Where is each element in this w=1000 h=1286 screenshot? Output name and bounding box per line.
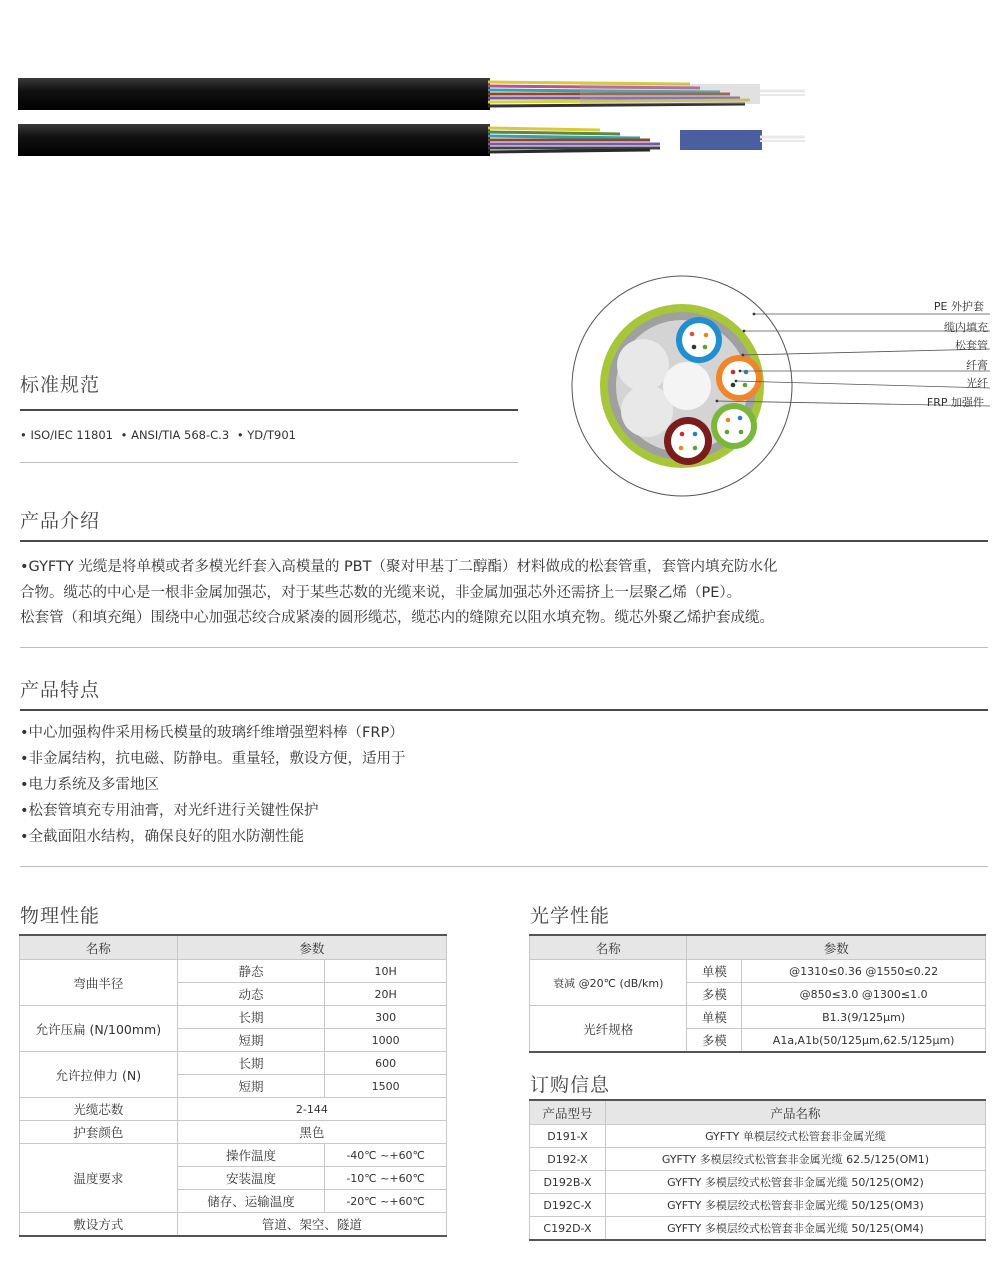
atten-sm-value: @1310≤0.36 @1550≤0.22 bbox=[742, 960, 986, 983]
optical-header-name: 名称 bbox=[530, 935, 687, 960]
order-product-name: GYFTY 多模层绞式松管套非金属光缆 62.5/125(OM1) bbox=[605, 1148, 985, 1171]
spec-mm-label: 多模 bbox=[687, 1029, 742, 1053]
table-row bbox=[530, 1194, 986, 1217]
order-product-name: GYFTY 多模层绞式松管套非金属光缆 50/125(OM2) bbox=[605, 1171, 985, 1194]
bend-static-value: 10H bbox=[325, 960, 447, 983]
sheath-color-label: 护套颜色 bbox=[20, 1121, 178, 1144]
crush-short-value: 1000 bbox=[325, 1029, 447, 1052]
intro-line: •GYFTY 光缆是将单模或者多模光纤套入高模量的 PBT（聚对甲基丁二醇酯）材料做成的松套管重，套管内填充防水化 bbox=[20, 559, 778, 575]
installation-label: 敷设方式 bbox=[20, 1213, 178, 1237]
order-header-name: 产品名称 bbox=[605, 1100, 985, 1125]
table-row bbox=[530, 1217, 986, 1241]
order-product-name: GYFTY 单模层绞式松管套非金属光缆 bbox=[605, 1125, 985, 1148]
temp-operation-label: 操作温度 bbox=[177, 1144, 325, 1167]
features-bottom-line bbox=[20, 866, 988, 867]
optical-title: 光学性能 bbox=[530, 905, 611, 927]
physical-table bbox=[19, 934, 447, 1237]
temp-operation-value: -40℃ ~+60℃ bbox=[325, 1144, 447, 1167]
feature-item: •电力系统及多雷地区 bbox=[20, 777, 160, 793]
fiber-spec-label: 光纤规格 bbox=[530, 1006, 687, 1053]
order-model: D192C-X bbox=[530, 1194, 606, 1217]
standard-item: • ISO/IEC 11801 bbox=[20, 428, 113, 442]
loose-tube-red bbox=[664, 417, 712, 465]
spec-sm-value: B1.3(9/125μm) bbox=[742, 1006, 986, 1029]
legend-cable-filling: 缆内填充 bbox=[944, 321, 988, 334]
spec-mm-value: A1a,A1b(50/125μm,62.5/125μm) bbox=[742, 1029, 986, 1053]
bend-dynamic-value: 20H bbox=[325, 983, 447, 1006]
temp-storage-label: 储存、运输温度 bbox=[177, 1190, 325, 1213]
table-row bbox=[530, 1148, 986, 1171]
order-product-name: GYFTY 多模层绞式松管套非金属光缆 50/125(OM3) bbox=[605, 1194, 985, 1217]
atten-sm-label: 单模 bbox=[687, 960, 742, 983]
standards-bottom-line bbox=[20, 462, 518, 463]
feature-item: •非金属结构，抗电磁、防静电。重量轻，敷设方便，适用于 bbox=[20, 751, 406, 767]
tensile-short-value: 1500 bbox=[325, 1075, 447, 1098]
physical-title: 物理性能 bbox=[20, 905, 101, 927]
legend-fiber-gel: 纤膏 bbox=[966, 359, 988, 372]
atten-mm-value: @850≤3.0 @1300≤1.0 bbox=[742, 983, 986, 1006]
features-divider bbox=[20, 709, 988, 711]
crush-long-value: 300 bbox=[325, 1006, 447, 1029]
table-row bbox=[530, 1125, 986, 1148]
intro-text bbox=[20, 555, 988, 632]
order-model: D192-X bbox=[530, 1148, 606, 1171]
standard-item: • YD/T901 bbox=[236, 428, 296, 442]
legend-fiber: 光纤 bbox=[966, 377, 988, 390]
temp-storage-value: -20℃ ~+60℃ bbox=[325, 1190, 447, 1213]
crush-short-label: 短期 bbox=[177, 1029, 325, 1052]
tensile-long-value: 600 bbox=[325, 1052, 447, 1075]
intro-line: 松套管（和填充绳）围绕中心加强芯绞合成紧凑的圆形缆芯，缆芯内的缝隙充以阻水填充物。缆芯外聚乙烯护套成缆。 bbox=[20, 610, 774, 626]
features-title: 产品特点 bbox=[20, 679, 101, 701]
standards-title: 标准规范 bbox=[20, 374, 101, 396]
temperature-label: 温度要求 bbox=[20, 1144, 178, 1213]
cores-value: 2-144 bbox=[177, 1098, 446, 1121]
optical-table bbox=[529, 934, 986, 1053]
order-model: D192B-X bbox=[530, 1171, 606, 1194]
filler-rod-1 bbox=[617, 339, 669, 391]
legend-loose-tube: 松套管 bbox=[955, 339, 988, 352]
cable-side-view-illustration bbox=[0, 60, 830, 170]
bend-static-label: 静态 bbox=[177, 960, 325, 983]
features-list bbox=[20, 720, 988, 850]
order-model: D191-X bbox=[530, 1125, 606, 1148]
feature-item: •全截面阻水结构，确保良好的阻水防潮性能 bbox=[20, 829, 305, 845]
intro-divider bbox=[20, 540, 988, 542]
order-header-model: 产品型号 bbox=[530, 1100, 606, 1125]
crush-long-label: 长期 bbox=[177, 1006, 325, 1029]
standards-list bbox=[20, 428, 296, 442]
legend-frp: FRP 加强件 bbox=[926, 396, 984, 409]
optical-header-param: 参数 bbox=[687, 935, 986, 960]
cable-1 bbox=[18, 78, 805, 110]
tensile-short-label: 短期 bbox=[177, 1075, 325, 1098]
order-model: C192D-X bbox=[530, 1217, 606, 1241]
bend-dynamic-label: 动态 bbox=[177, 983, 325, 1006]
intro-line: 合物。缆芯的中心是一根非金属加强芯，对于某些芯数的光缆来说，非金属加强芯外还需挤上一层聚乙烯（PE）。 bbox=[20, 584, 742, 601]
intro-title: 产品介绍 bbox=[20, 510, 101, 532]
attenuation-label: 衰减 @20℃ (dB/km) bbox=[530, 960, 687, 1006]
cable-2 bbox=[18, 124, 805, 156]
tensile-label: 允许拉伸力 (N) bbox=[20, 1052, 178, 1098]
order-table bbox=[529, 1099, 986, 1241]
bend-radius-label: 弯曲半径 bbox=[20, 960, 178, 1006]
order-product-name: GYFTY 多模层绞式松管套非金属光缆 50/125(OM4) bbox=[605, 1217, 985, 1241]
physical-header-name: 名称 bbox=[20, 935, 178, 960]
sheath-color-value: 黑色 bbox=[177, 1121, 446, 1144]
order-title: 订购信息 bbox=[530, 1074, 611, 1096]
feature-item: •松套管填充专用油膏，对光纤进行关键性保护 bbox=[20, 803, 319, 819]
physical-header-param: 参数 bbox=[177, 935, 446, 960]
spec-sm-label: 单模 bbox=[687, 1006, 742, 1029]
legend-pe-sheath: PE 外护套 bbox=[933, 300, 984, 313]
feature-item: •中心加强构件采用杨氏模量的玻璃纤维增强塑料棒（FRP） bbox=[20, 725, 404, 741]
temp-install-label: 安装温度 bbox=[177, 1167, 325, 1190]
crush-label: 允许压扁 (N/100mm) bbox=[20, 1006, 178, 1052]
temp-install-value: -10℃ ~+60℃ bbox=[325, 1167, 447, 1190]
table-row bbox=[530, 1171, 986, 1194]
intro-bottom-line bbox=[20, 647, 988, 648]
installation-value: 管道、架空、隧道 bbox=[177, 1213, 446, 1237]
atten-mm-label: 多模 bbox=[687, 983, 742, 1006]
standards-divider bbox=[20, 409, 518, 411]
cores-label: 光缆芯数 bbox=[20, 1098, 178, 1121]
standard-item: • ANSI/TIA 568-C.3 bbox=[120, 428, 230, 442]
tensile-long-label: 长期 bbox=[177, 1052, 325, 1075]
